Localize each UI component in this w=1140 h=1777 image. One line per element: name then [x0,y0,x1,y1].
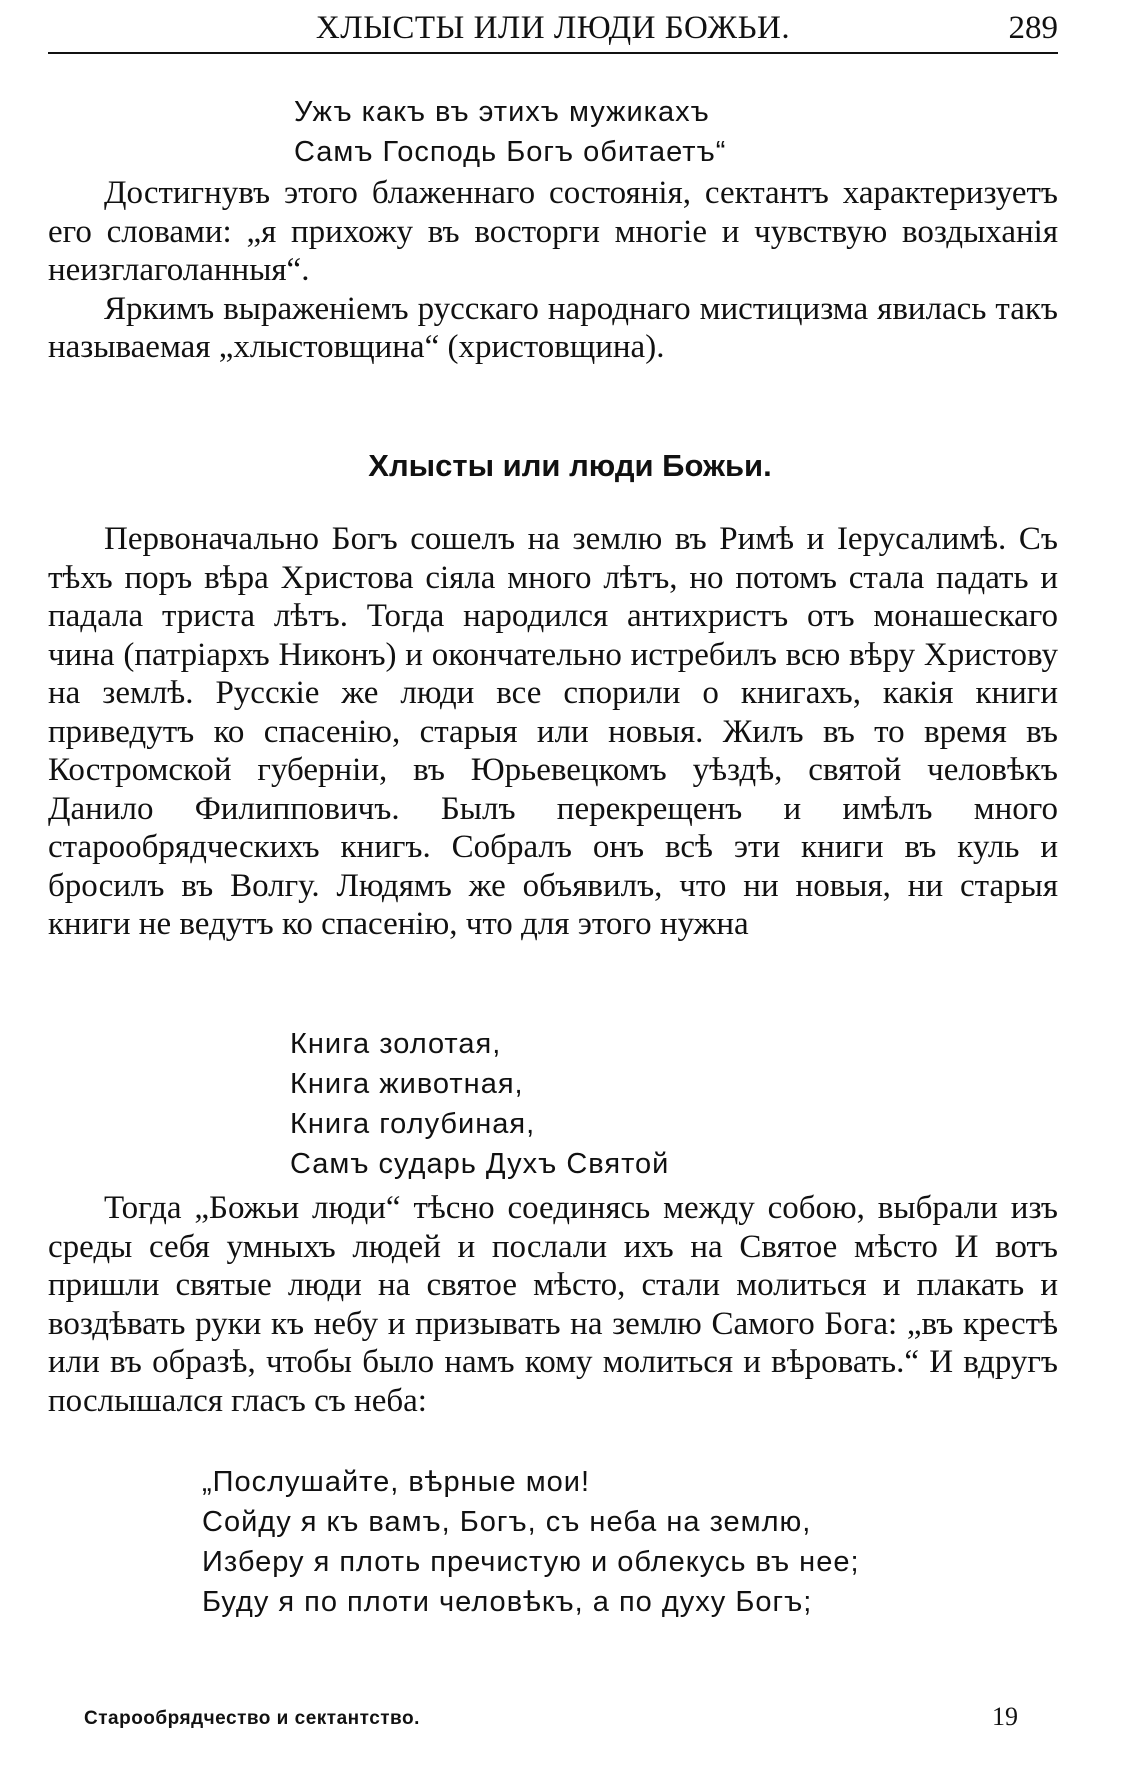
verse-line: Ужъ какъ въ этихъ мужикахъ [294,96,710,128]
god-people-paragraph [48,1189,1058,1420]
verse-line: Книга животная, [290,1068,524,1100]
intro-paragraphs [48,174,1058,367]
verse-book-list [290,1024,669,1184]
verse-line: Изберу я плоть пречистую и облекусь въ нее; [202,1546,860,1578]
verse-quote-1 [294,92,726,172]
verse-line: Самъ Господь Богъ обитаетъ“ [294,136,727,168]
verse-line: Книга голубиная, [290,1108,536,1140]
paragraph: Достигнувъ этого блаженнаго состоянія, сектантъ характеризуетъ его словами: „я прихожу въ восторги многіе и чувствую воздыханія неизглаголанныя“. [48,175,1058,288]
paragraph: Яркимъ выраженіемъ русскаго народнаго мистицизма явилась такъ называемая „хлыстовщина“ (христовщина). [48,290,1058,365]
verse-voice-from-heaven [202,1462,860,1622]
paragraph: Первоначально Богъ сошелъ на землю въ Римѣ и Іерусалимѣ. Съ тѣхъ поръ вѣра Христова сіяла много лѣтъ, но потомъ стала падать и падала триста лѣтъ. Тогда народился антихристъ отъ монашескаго чина (патріархъ Никонъ) и окончательно истребилъ всю вѣру Христову на землѣ. Русскіе же люди все спорили о книгахъ, какія книги приведутъ ко спасенію, старыя или новыя. Жилъ въ то время въ Костромской губерніи, въ Юрьевецкомъ уѣздѣ, святой человѣкъ Данило Филипповичъ. Былъ перекрещенъ и имѣлъ много старообрядческихъ книгъ. Собралъ онъ всѣ эти книги въ куль и бросилъ въ Волгу. Людямъ же объявилъ, что ни новыя, ни старыя книги не ведутъ ко спасенію, что для этого нужна [48,521,1058,942]
running-head-title: ХЛЫСТЫ ИЛИ ЛЮДИ БОЖЬИ. [315,10,791,46]
verse-line: Книга золотая, [290,1028,502,1060]
verse-line: Буду я по плоти человѣкъ, а по духу Богъ; [202,1586,813,1618]
sheet-number: 19 [992,1702,1018,1731]
paragraph: Тогда „Божьи люди“ тѣсно соединясь между собою, выбрали изъ среды себя умныхъ людей и послали ихъ на Святое мѣсто И вотъ пришли святые люди на святое мѣсто, стали молиться и плакать и воздѣвать руки къ небу и призывать на землю Самого Бога: „въ крестѣ или въ образѣ, чтобы было намъ кому молиться и вѣровать.“ И вдругъ послышался гласъ съ неба: [48,1190,1058,1419]
section-heading: Хлысты или люди Божьи. [368,448,772,483]
verse-line: Самъ сударь Духъ Святой [290,1148,670,1180]
verse-line: Сойду я къ вамъ, Богъ, съ неба на землю, [202,1506,812,1538]
verse-line: „Послушайте, вѣрные мои! [202,1466,591,1498]
running-head [48,8,1058,54]
page-footer [48,1702,1058,1738]
page-number: 289 [1008,10,1058,46]
signature-line: Старообрядчество и сектантство. [84,1708,420,1729]
main-paragraph [48,520,1058,944]
